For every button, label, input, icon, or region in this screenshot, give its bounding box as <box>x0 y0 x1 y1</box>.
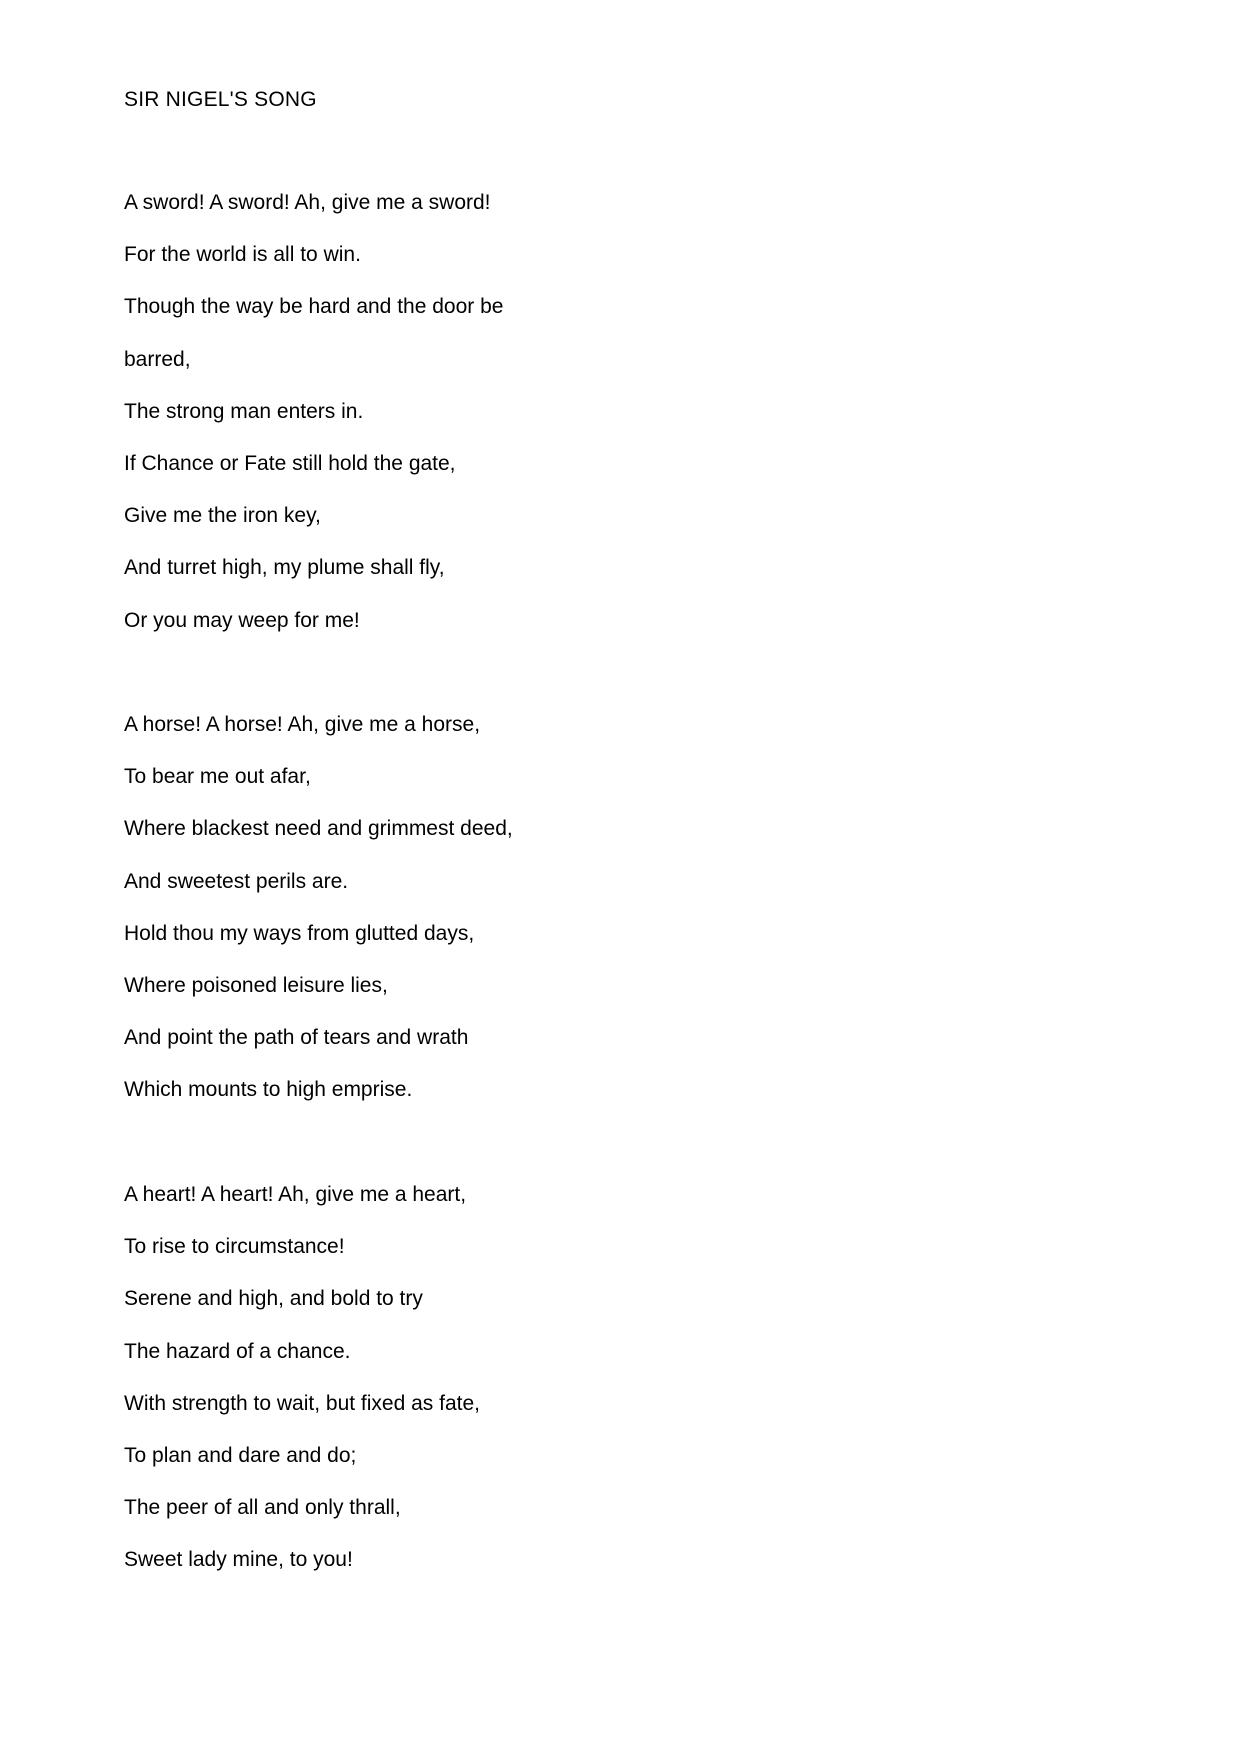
poem-line: Which mounts to high emprise. <box>124 1078 413 1102</box>
poem-line: Where blackest need and grimmest deed, <box>124 817 513 841</box>
stanza-1 <box>124 189 503 659</box>
poem-line: A horse! A horse! Ah, give me a horse, <box>124 713 481 736</box>
poem-line: Sweet lady mine, to you! <box>124 1548 353 1572</box>
poem-line: Though the way be hard and the door be <box>124 295 504 319</box>
poem-line: And point the path of tears and wrath <box>124 1026 469 1050</box>
poem-line: The strong man enters in. <box>124 399 364 423</box>
poem-line: Or you may weep for me! <box>124 608 360 632</box>
poem-line: barred, <box>124 347 191 371</box>
poem-title: SIR NIGEL'S SONG <box>124 88 317 111</box>
poem-line: And turret high, my plume shall fly, <box>124 556 445 580</box>
poem-line: With strength to wait, but fixed as fate, <box>124 1391 481 1415</box>
stanza-2 <box>124 711 513 1129</box>
poem-line: A sword! A sword! Ah, give me a sword! <box>124 191 491 214</box>
poem-line: Serene and high, and bold to try <box>124 1287 423 1311</box>
poem-line: The peer of all and only thrall, <box>124 1496 401 1520</box>
poem-line: If Chance or Fate still hold the gate, <box>124 451 456 475</box>
poem-line: The hazard of a chance. <box>124 1339 351 1363</box>
poem-line: To rise to circumstance! <box>124 1235 345 1259</box>
poem-line: Hold thou my ways from glutted days, <box>124 921 475 945</box>
poem-line: To bear me out afar, <box>124 765 311 789</box>
stanza-3 <box>124 1181 480 1599</box>
poem-line: For the world is all to win. <box>124 243 361 267</box>
poem-line: And sweetest perils are. <box>124 869 349 893</box>
poem-line: A heart! A heart! Ah, give me a heart, <box>124 1183 467 1206</box>
poem-line: Where poisoned leisure lies, <box>124 973 388 997</box>
poem-line: Give me the iron key, <box>124 504 321 528</box>
poem-line: To plan and dare and do; <box>124 1443 357 1467</box>
